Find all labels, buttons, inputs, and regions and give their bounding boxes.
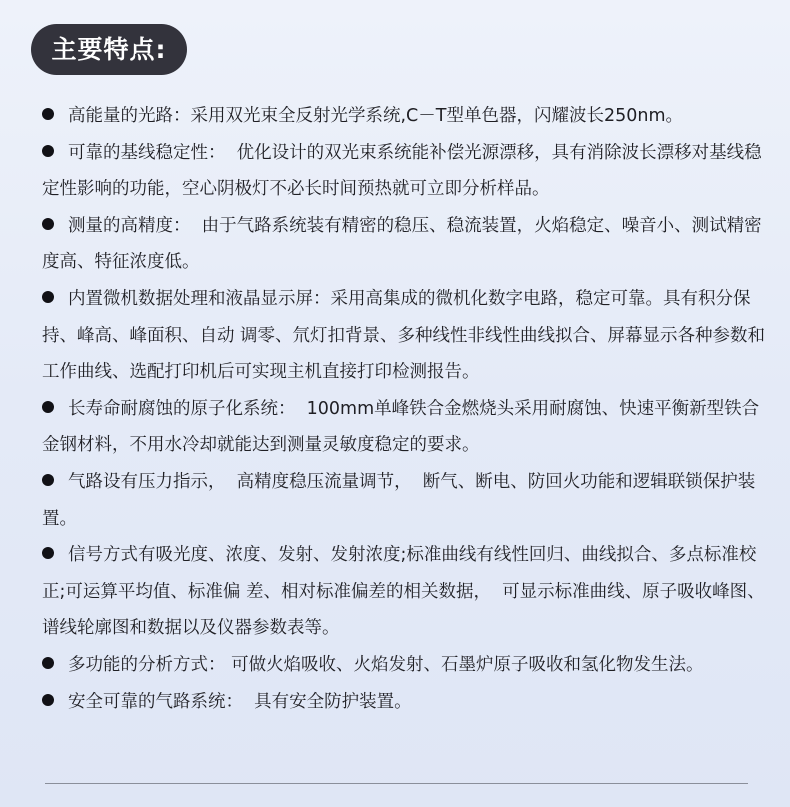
bullet-icon — [42, 145, 54, 157]
feature-item-precision — [42, 208, 776, 281]
feature-label: 安全可靠的气路系统： — [68, 691, 243, 712]
feature-text: 优化设计的双光束系统能补偿光源漂移，具有消除波长漂移对基线稳定性影响的功能，空心阴极灯不必长时间预热就可立即分析样品。 — [42, 142, 762, 200]
feature-list — [42, 98, 776, 720]
bullet-icon — [42, 694, 54, 706]
section-title: 主要特点: — [31, 24, 187, 75]
feature-text: 由于气路系统装有精密的稳压、稳流装置，火焰稳定、噪音小、测试精密度高、特征浓度低。 — [42, 215, 762, 273]
feature-item-microcomputer-display — [42, 281, 776, 391]
bullet-icon — [42, 401, 54, 413]
feature-item-gas-pressure — [42, 464, 776, 537]
feature-text: 采用高集成的微机化数字电路，稳定可靠。具有积分保持、峰高、峰面积、自动 调零、氘灯扣背景、多种线性非线性曲线拟合、屏幕显示各种参数和工作曲线、选配打印机后可实现主机直接打印检测报告。 — [42, 288, 766, 383]
bullet-icon — [42, 547, 54, 559]
feature-item-analysis-modes — [42, 647, 776, 684]
bullet-icon — [42, 108, 54, 120]
feature-label: 信号方式有吸光度、浓度、发射、发射浓度; — [68, 545, 407, 566]
feature-item-atomization-system — [42, 391, 776, 464]
feature-label: 内置微机数据处理和液晶显示屏： — [68, 288, 331, 309]
bullet-icon — [42, 291, 54, 303]
feature-item-baseline-stability — [42, 135, 776, 208]
bottom-divider — [45, 783, 748, 784]
bullet-icon — [42, 657, 54, 669]
feature-label: 可靠的基线稳定性： — [68, 142, 226, 163]
feature-item-gas-safety — [42, 684, 776, 721]
bullet-icon — [42, 218, 54, 230]
feature-text: 标准曲线有线性回归、曲线拟合、多点标准校正;可运算平均值、标准偏 差、相对标准偏差的相关数据， 可显示标准曲线、原子吸收峰图、谱线轮廓图和数据以及仪器参数表等。 — [42, 545, 765, 639]
feature-text: 可做火焰吸收、火焰发射、石墨炉原子吸收和氢化物发生法。 — [225, 654, 704, 675]
feature-item-signal-modes — [42, 537, 776, 647]
feature-label: 测量的高精度： — [68, 215, 191, 236]
feature-text: 采用双光束全反射光学系统,C－T型单色器，闪耀波长250nm。 — [190, 106, 684, 126]
feature-item-optical-path — [42, 98, 776, 135]
feature-text: 具有安全防护装置。 — [243, 691, 412, 712]
bullet-icon — [42, 474, 54, 486]
feature-label: 长寿命耐腐蚀的原子化系统： — [68, 398, 296, 419]
feature-text: 高精度稳压流量调节， 断气、断电、防回火功能和逻辑联锁保护装置。 — [42, 471, 756, 529]
feature-text: 100mm单峰铁合金燃烧头采用耐腐蚀、快速平衡新型铁合金钢材料，不用水冷却就能达到测量灵敏度稳定的要求。 — [42, 398, 760, 456]
feature-label: 多功能的分析方式： — [68, 654, 226, 675]
feature-label: 气路设有压力指示， — [68, 471, 226, 492]
feature-label: 高能量的光路： — [68, 106, 191, 126]
